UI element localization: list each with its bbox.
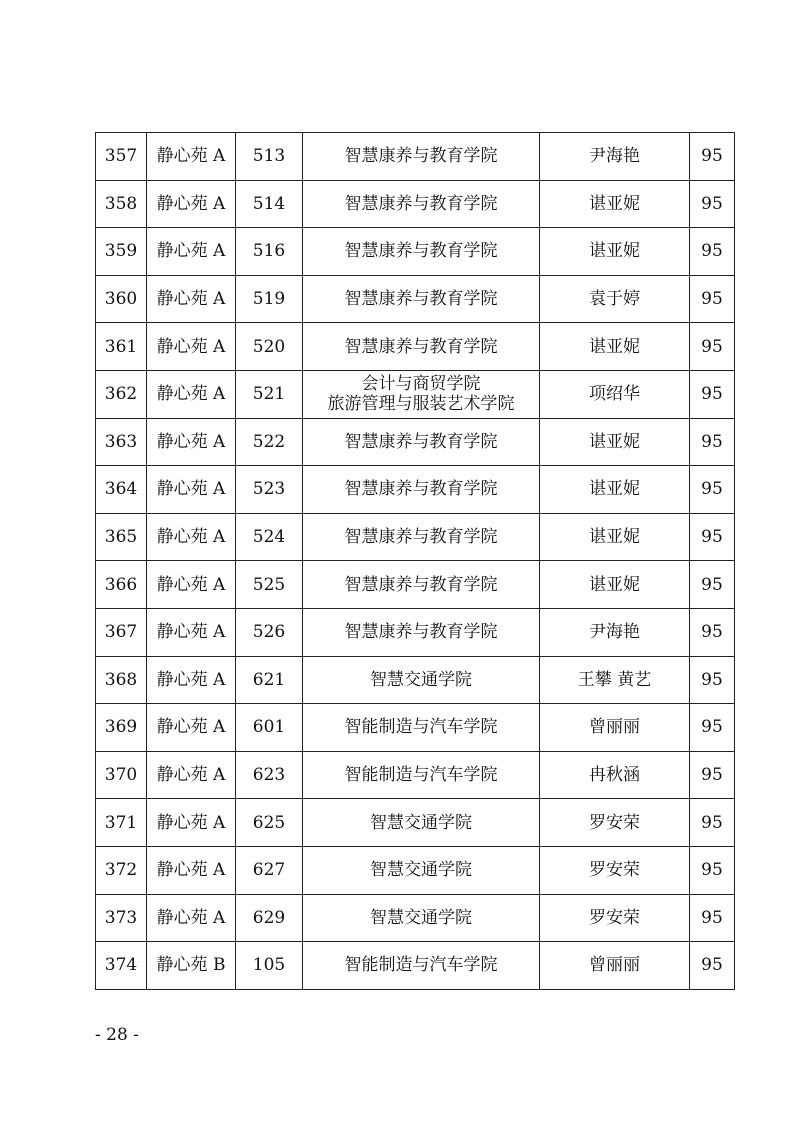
cell-score: 95 [690, 466, 735, 514]
cell-department [303, 751, 540, 799]
cell-room: 625 [236, 799, 303, 847]
cell-person: 项绍华 [540, 370, 690, 418]
cell-department [303, 133, 540, 181]
cell-score: 95 [690, 418, 735, 466]
table-row [96, 513, 735, 561]
cell-department [303, 513, 540, 561]
cell-number: 362 [96, 370, 147, 418]
cell-score: 95 [690, 704, 735, 752]
cell-number: 361 [96, 323, 147, 371]
cell-department [303, 323, 540, 371]
table-row [96, 370, 735, 418]
department-line: 智慧交通学院 [370, 669, 472, 690]
cell-building: 静心苑 A [147, 799, 236, 847]
cell-score: 95 [690, 370, 735, 418]
department-line: 旅游管理与服装艺术学院 [327, 394, 515, 415]
cell-person: 冉秋涵 [540, 751, 690, 799]
department-line: 智慧康养与教育学院 [344, 146, 498, 167]
cell-score: 95 [690, 608, 735, 656]
cell-building: 静心苑 A [147, 561, 236, 609]
page-number: - 28 - [95, 1025, 139, 1045]
department-line: 智慧康养与教育学院 [344, 574, 498, 595]
cell-number: 368 [96, 656, 147, 704]
cell-person: 罗安荣 [540, 799, 690, 847]
cell-building: 静心苑 A [147, 704, 236, 752]
cell-department [303, 228, 540, 276]
cell-number: 372 [96, 846, 147, 894]
cell-score: 95 [690, 942, 735, 990]
department-line: 智慧交通学院 [370, 907, 472, 928]
cell-number: 357 [96, 133, 147, 181]
cell-number: 367 [96, 608, 147, 656]
cell-building: 静心苑 A [147, 418, 236, 466]
table-row [96, 656, 735, 704]
cell-person: 谌亚妮 [540, 228, 690, 276]
table-row [96, 275, 735, 323]
table-row [96, 799, 735, 847]
cell-number: 370 [96, 751, 147, 799]
inspection-table [95, 132, 735, 990]
table-row [96, 894, 735, 942]
department-line: 智慧交通学院 [370, 812, 472, 833]
table-row [96, 942, 735, 990]
cell-score: 95 [690, 561, 735, 609]
department-line: 智慧康养与教育学院 [344, 241, 498, 262]
cell-score: 95 [690, 275, 735, 323]
cell-department [303, 466, 540, 514]
cell-score: 95 [690, 751, 735, 799]
cell-score: 95 [690, 894, 735, 942]
cell-building: 静心苑 B [147, 942, 236, 990]
cell-department [303, 846, 540, 894]
table-row [96, 608, 735, 656]
table-body [96, 133, 735, 990]
cell-score: 95 [690, 180, 735, 228]
cell-building: 静心苑 A [147, 323, 236, 371]
cell-building: 静心苑 A [147, 133, 236, 181]
cell-room: 627 [236, 846, 303, 894]
cell-number: 358 [96, 180, 147, 228]
cell-building: 静心苑 A [147, 228, 236, 276]
cell-building: 静心苑 A [147, 275, 236, 323]
cell-department [303, 561, 540, 609]
cell-person: 王攀 黄艺 [540, 656, 690, 704]
cell-building: 静心苑 A [147, 846, 236, 894]
cell-room: 524 [236, 513, 303, 561]
cell-number: 373 [96, 894, 147, 942]
cell-building: 静心苑 A [147, 608, 236, 656]
cell-room: 105 [236, 942, 303, 990]
cell-room: 522 [236, 418, 303, 466]
table-row [96, 323, 735, 371]
cell-score: 95 [690, 133, 735, 181]
department-line: 智慧康养与教育学院 [344, 336, 498, 357]
cell-department [303, 370, 540, 418]
cell-department [303, 180, 540, 228]
cell-building: 静心苑 A [147, 513, 236, 561]
cell-score: 95 [690, 228, 735, 276]
cell-building: 静心苑 A [147, 180, 236, 228]
cell-room: 629 [236, 894, 303, 942]
cell-person: 谌亚妮 [540, 561, 690, 609]
cell-person: 谌亚妮 [540, 466, 690, 514]
cell-building: 静心苑 A [147, 370, 236, 418]
cell-person: 谌亚妮 [540, 513, 690, 561]
cell-person: 谌亚妮 [540, 323, 690, 371]
cell-building: 静心苑 A [147, 894, 236, 942]
cell-room: 519 [236, 275, 303, 323]
cell-person: 尹海艳 [540, 608, 690, 656]
cell-room: 521 [236, 370, 303, 418]
cell-person: 尹海艳 [540, 133, 690, 181]
department-line: 智能制造与汽车学院 [344, 717, 498, 738]
department-line: 智能制造与汽车学院 [344, 955, 498, 976]
department-line: 会计与商贸学院 [361, 374, 481, 395]
cell-department [303, 608, 540, 656]
cell-number: 363 [96, 418, 147, 466]
department-line: 智能制造与汽车学院 [344, 765, 498, 786]
cell-building: 静心苑 A [147, 466, 236, 514]
cell-room: 523 [236, 466, 303, 514]
cell-person: 谌亚妮 [540, 180, 690, 228]
cell-department [303, 942, 540, 990]
cell-score: 95 [690, 799, 735, 847]
cell-room: 601 [236, 704, 303, 752]
cell-score: 95 [690, 656, 735, 704]
cell-number: 369 [96, 704, 147, 752]
department-line: 智慧康养与教育学院 [344, 479, 498, 500]
cell-person: 谌亚妮 [540, 418, 690, 466]
cell-room: 513 [236, 133, 303, 181]
cell-number: 360 [96, 275, 147, 323]
cell-number: 374 [96, 942, 147, 990]
cell-room: 623 [236, 751, 303, 799]
department-line: 智慧康养与教育学院 [344, 289, 498, 310]
cell-department [303, 418, 540, 466]
cell-score: 95 [690, 513, 735, 561]
cell-person: 罗安荣 [540, 846, 690, 894]
cell-room: 621 [236, 656, 303, 704]
cell-person: 曾丽丽 [540, 704, 690, 752]
cell-number: 366 [96, 561, 147, 609]
table-row [96, 561, 735, 609]
department-line: 智慧康养与教育学院 [344, 527, 498, 548]
cell-person: 曾丽丽 [540, 942, 690, 990]
cell-number: 364 [96, 466, 147, 514]
cell-department [303, 704, 540, 752]
cell-score: 95 [690, 323, 735, 371]
cell-room: 526 [236, 608, 303, 656]
table-row [96, 751, 735, 799]
cell-department [303, 799, 540, 847]
table-row [96, 133, 735, 181]
cell-number: 359 [96, 228, 147, 276]
cell-department [303, 894, 540, 942]
table-row [96, 704, 735, 752]
table-row [96, 180, 735, 228]
cell-score: 95 [690, 846, 735, 894]
department-line: 智慧康养与教育学院 [344, 622, 498, 643]
department-line: 智慧康养与教育学院 [344, 431, 498, 452]
table-row [96, 846, 735, 894]
cell-department [303, 275, 540, 323]
table-row [96, 466, 735, 514]
table-row [96, 228, 735, 276]
cell-room: 525 [236, 561, 303, 609]
cell-room: 516 [236, 228, 303, 276]
table-row [96, 418, 735, 466]
cell-person: 罗安荣 [540, 894, 690, 942]
cell-number: 365 [96, 513, 147, 561]
cell-room: 520 [236, 323, 303, 371]
cell-room: 514 [236, 180, 303, 228]
cell-person: 袁于婷 [540, 275, 690, 323]
cell-building: 静心苑 A [147, 656, 236, 704]
cell-building: 静心苑 A [147, 751, 236, 799]
department-line: 智慧交通学院 [370, 860, 472, 881]
cell-number: 371 [96, 799, 147, 847]
cell-department [303, 656, 540, 704]
department-line: 智慧康养与教育学院 [344, 193, 498, 214]
